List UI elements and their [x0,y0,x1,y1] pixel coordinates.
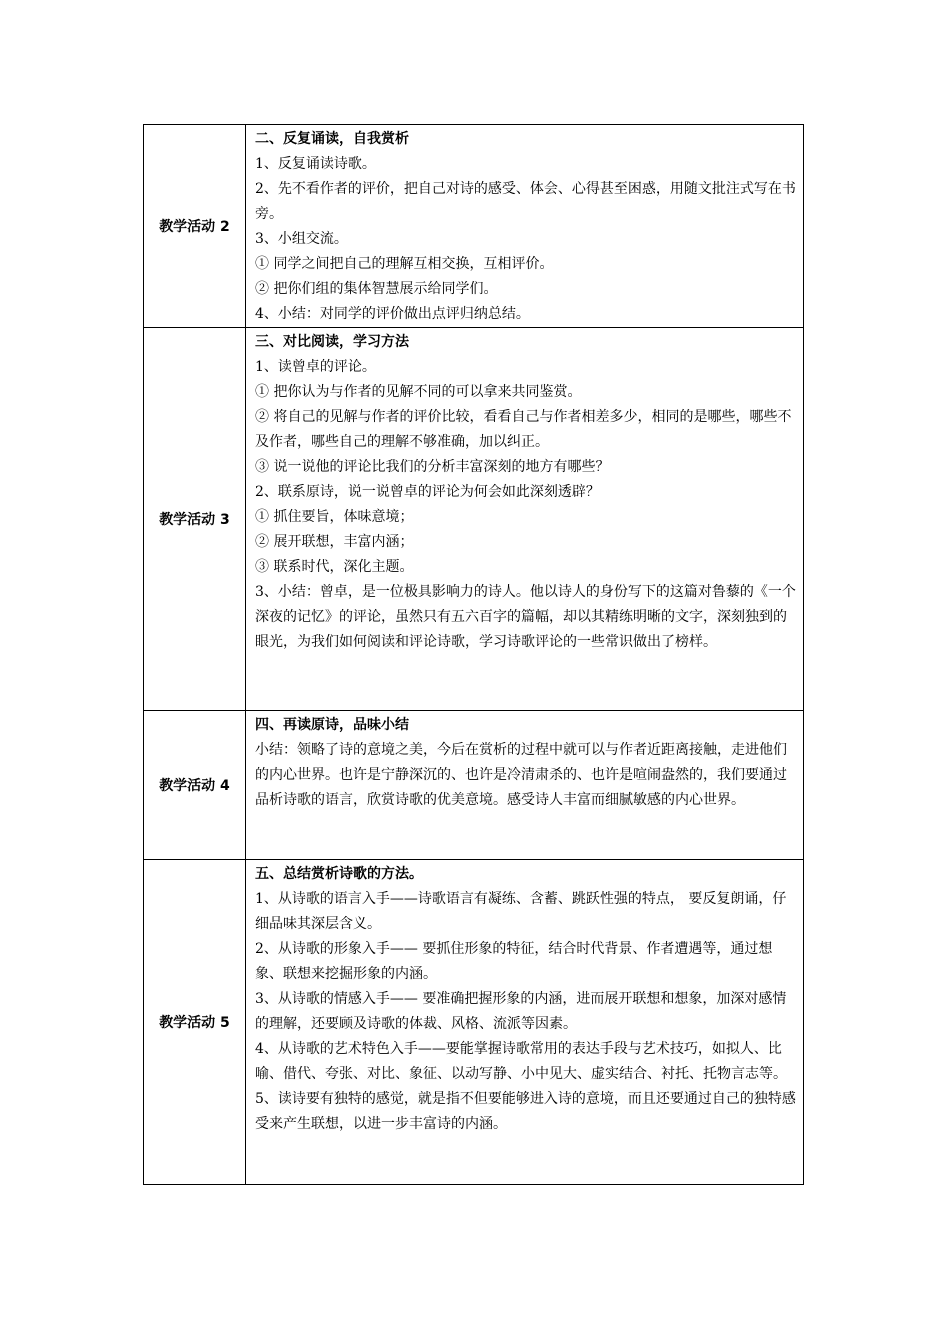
lesson-plan-sheet [143,124,804,1185]
activity-content [246,328,804,711]
section-heading: 三、对比阅读，学习方法 [255,334,409,350]
lesson-plan-table [143,124,804,1185]
content-line: 3、小组交流。 [255,231,348,247]
activity-content [246,125,804,328]
content-line: ② 将自己的见解与作者的评价比较，看看自己与作者相差多少，相同的是哪些，哪些不及作者，哪些自己的理解不够准确，加以纠正。 [255,409,792,450]
content-line: 1、读曾卓的评论。 [255,359,376,375]
content-line: ③ 联系时代，深化主题。 [255,559,414,575]
content-line: ① 抓住要旨，体味意境； [255,509,414,525]
table-row [144,860,804,1185]
activity-label: 教学活动 4 [144,711,246,860]
section-heading: 五、总结赏析诗歌的方法。 [255,866,423,882]
content-line: 小结：领略了诗的意境之美，今后在赏析的过程中就可以与作者近距离接触，走进他们的内心世界。也许是宁静深沉的、也许是冷清肃杀的、也许是喧闹盎然的，我们要通过品析诗歌的语言，欣赏诗歌的优美意境。感受诗人丰富而细腻敏感的内心世界。 [255,742,787,808]
content-line: ② 把你们组的集体智慧展示给同学们。 [255,281,498,297]
section-heading: 四、再读原诗，品味小结 [255,717,409,733]
section-heading: 二、反复诵读，自我赏析 [255,131,409,147]
content-line: 4、从诗歌的艺术特色入手——要能掌握诗歌常用的表达手段与艺术技巧，如拟人、比喻、借代、夸张、对比、象征、以动写静、小中见大、虚实结合、衬托、托物言志等。 [255,1041,787,1082]
content-line: 3、从诗歌的情感入手—— 要准确把握形象的内涵，进而展开联想和想象，加深对感情的理解，还要顾及诗歌的体裁、风格、流派等因素。 [255,991,787,1032]
activity-label: 教学活动 2 [144,125,246,328]
content-line: ① 同学之间把自己的理解互相交换，互相评价。 [255,256,554,272]
content-line: 4、小结：对同学的评价做出点评归纳总结。 [255,306,530,322]
activity-content [246,711,804,860]
content-line: 2、先不看作者的评价，把自己对诗的感受、体会、心得甚至困惑，用随文批注式写在书旁。 [255,181,796,222]
content-line: ② 展开联想，丰富内涵； [255,534,414,550]
content-line: 1、从诗歌的语言入手——诗歌语言有凝练、含蓄、跳跃性强的特点， 要反复朗诵，仔细品味其深层含义。 [255,891,787,932]
content-line: 2、联系原诗，说一说曾卓的评论为何会如此深刻透辟？ [255,484,600,500]
content-line: ③ 说一说他的评论比我们的分析丰富深刻的地方有哪些？ [255,459,610,475]
activity-label: 教学活动 5 [144,860,246,1185]
content-line: 3、小结：曾卓，是一位极具影响力的诗人。他以诗人的身份写下的这篇对鲁藜的《一个深夜的记忆》的评论，虽然只有五六百字的篇幅，却以其精练明晰的文字，深刻独到的眼光，为我们如何阅读和评论诗歌，学习诗歌评论的一些常识做出了榜样。 [255,584,796,650]
content-line: ① 把你认为与作者的见解不同的可以拿来共同鉴赏。 [255,384,582,400]
content-line: 1、反复诵读诗歌。 [255,156,376,172]
activity-label: 教学活动 3 [144,328,246,711]
content-line: 5、读诗要有独特的感觉，就是指不但要能够进入诗的意境，而且还要通过自己的独特感受来产生联想，以进一步丰富诗的内涵。 [255,1091,796,1132]
content-line: 2、从诗歌的形象入手—— 要抓住形象的特征，结合时代背景、作者遭遇等，通过想象、联想来挖掘形象的内涵。 [255,941,773,982]
table-row [144,711,804,860]
table-row [144,328,804,711]
activity-content [246,860,804,1185]
table-row [144,125,804,328]
